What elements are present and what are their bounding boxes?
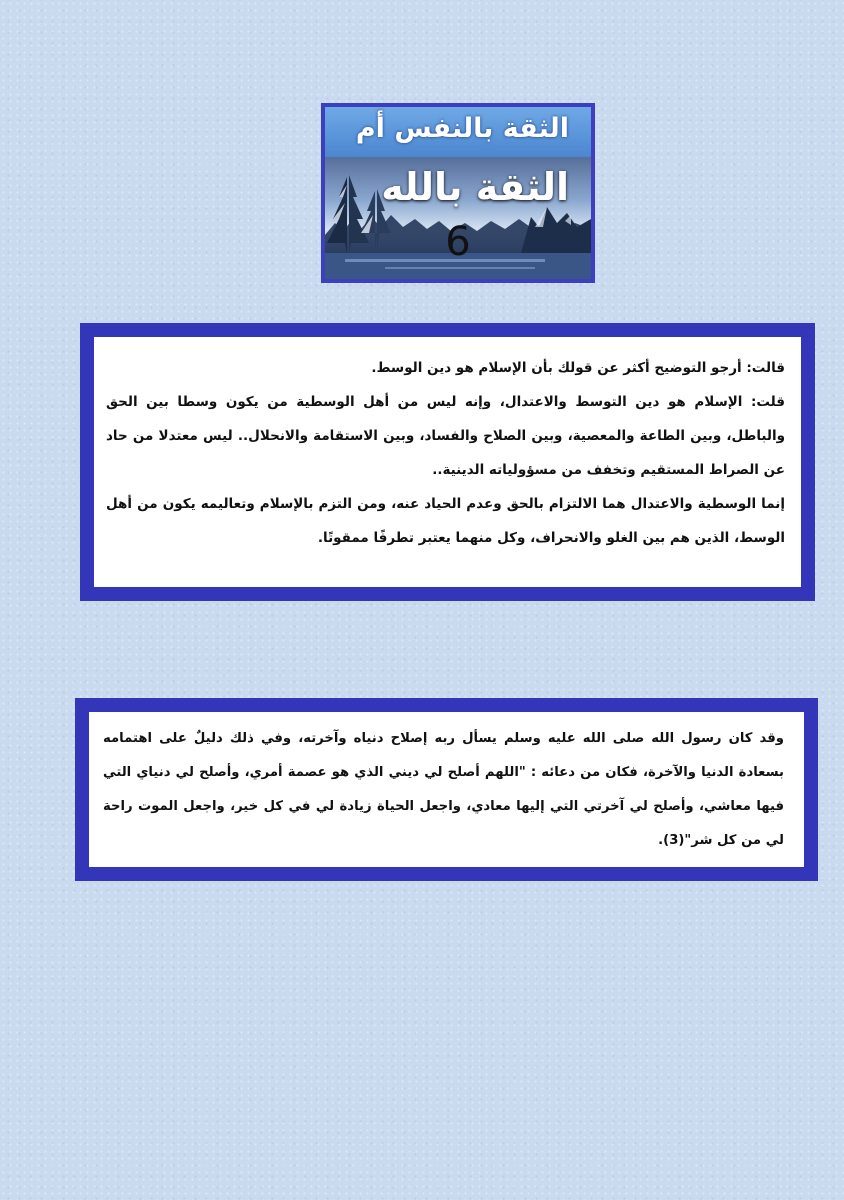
text-box-dialogue	[80, 323, 815, 601]
banner-title-line2: الثقة بالله	[381, 165, 569, 209]
paragraph: وقد كان رسول الله صلى الله عليه وسلم يسأل ربه إصلاح دنياه وآخرته، وفي ذلك دليلٌ على اهتمامه بسعادة الدنيا والآخرة، فكان من دعائه : "اللهم أصلح لي ديني الذي هو عصمة أمري، وأصلح لي دنياي التي فيها معاشي، وأصلح لي آخرتي التي إليها معادي، واجعل الحياة زيادة لي في كل خير، واجعل الموت راحة لي من كل شر"(3).	[103, 731, 784, 848]
banner-title-line1: الثقة بالنفس أم	[355, 113, 569, 144]
paragraph: قالت: أرجو التوضيح أكثر عن قولك بأن الإسلام هو دين الوسط.	[371, 360, 785, 376]
paragraph: إنما الوسطية والاعتدال هما الالتزام بالحق وعدم الحياد عنه، ومن التزم بالإسلام وتعاليمه يكون من أهل الوسط، الذين هم بين الغلو والانحراف، وكل منهما يعتبر تطرفًا ممقوتًا.	[106, 496, 785, 546]
title-banner	[321, 103, 595, 283]
text-box-hadith	[75, 698, 818, 881]
paragraph: قلت: الإسلام هو دين التوسط والاعتدال، وإنه ليس من أهل الوسطية من يكون وسطا بين الحق والباطل، وبين الطاعة والمعصية، وبين الصلاح والفساد، وبين الاستقامة والانحلال.. ليس معتدلا من حاد عن الصراط المستقيم وتخفف من مسؤولياته الدينية..	[106, 394, 785, 478]
part-number: 6	[445, 219, 471, 265]
